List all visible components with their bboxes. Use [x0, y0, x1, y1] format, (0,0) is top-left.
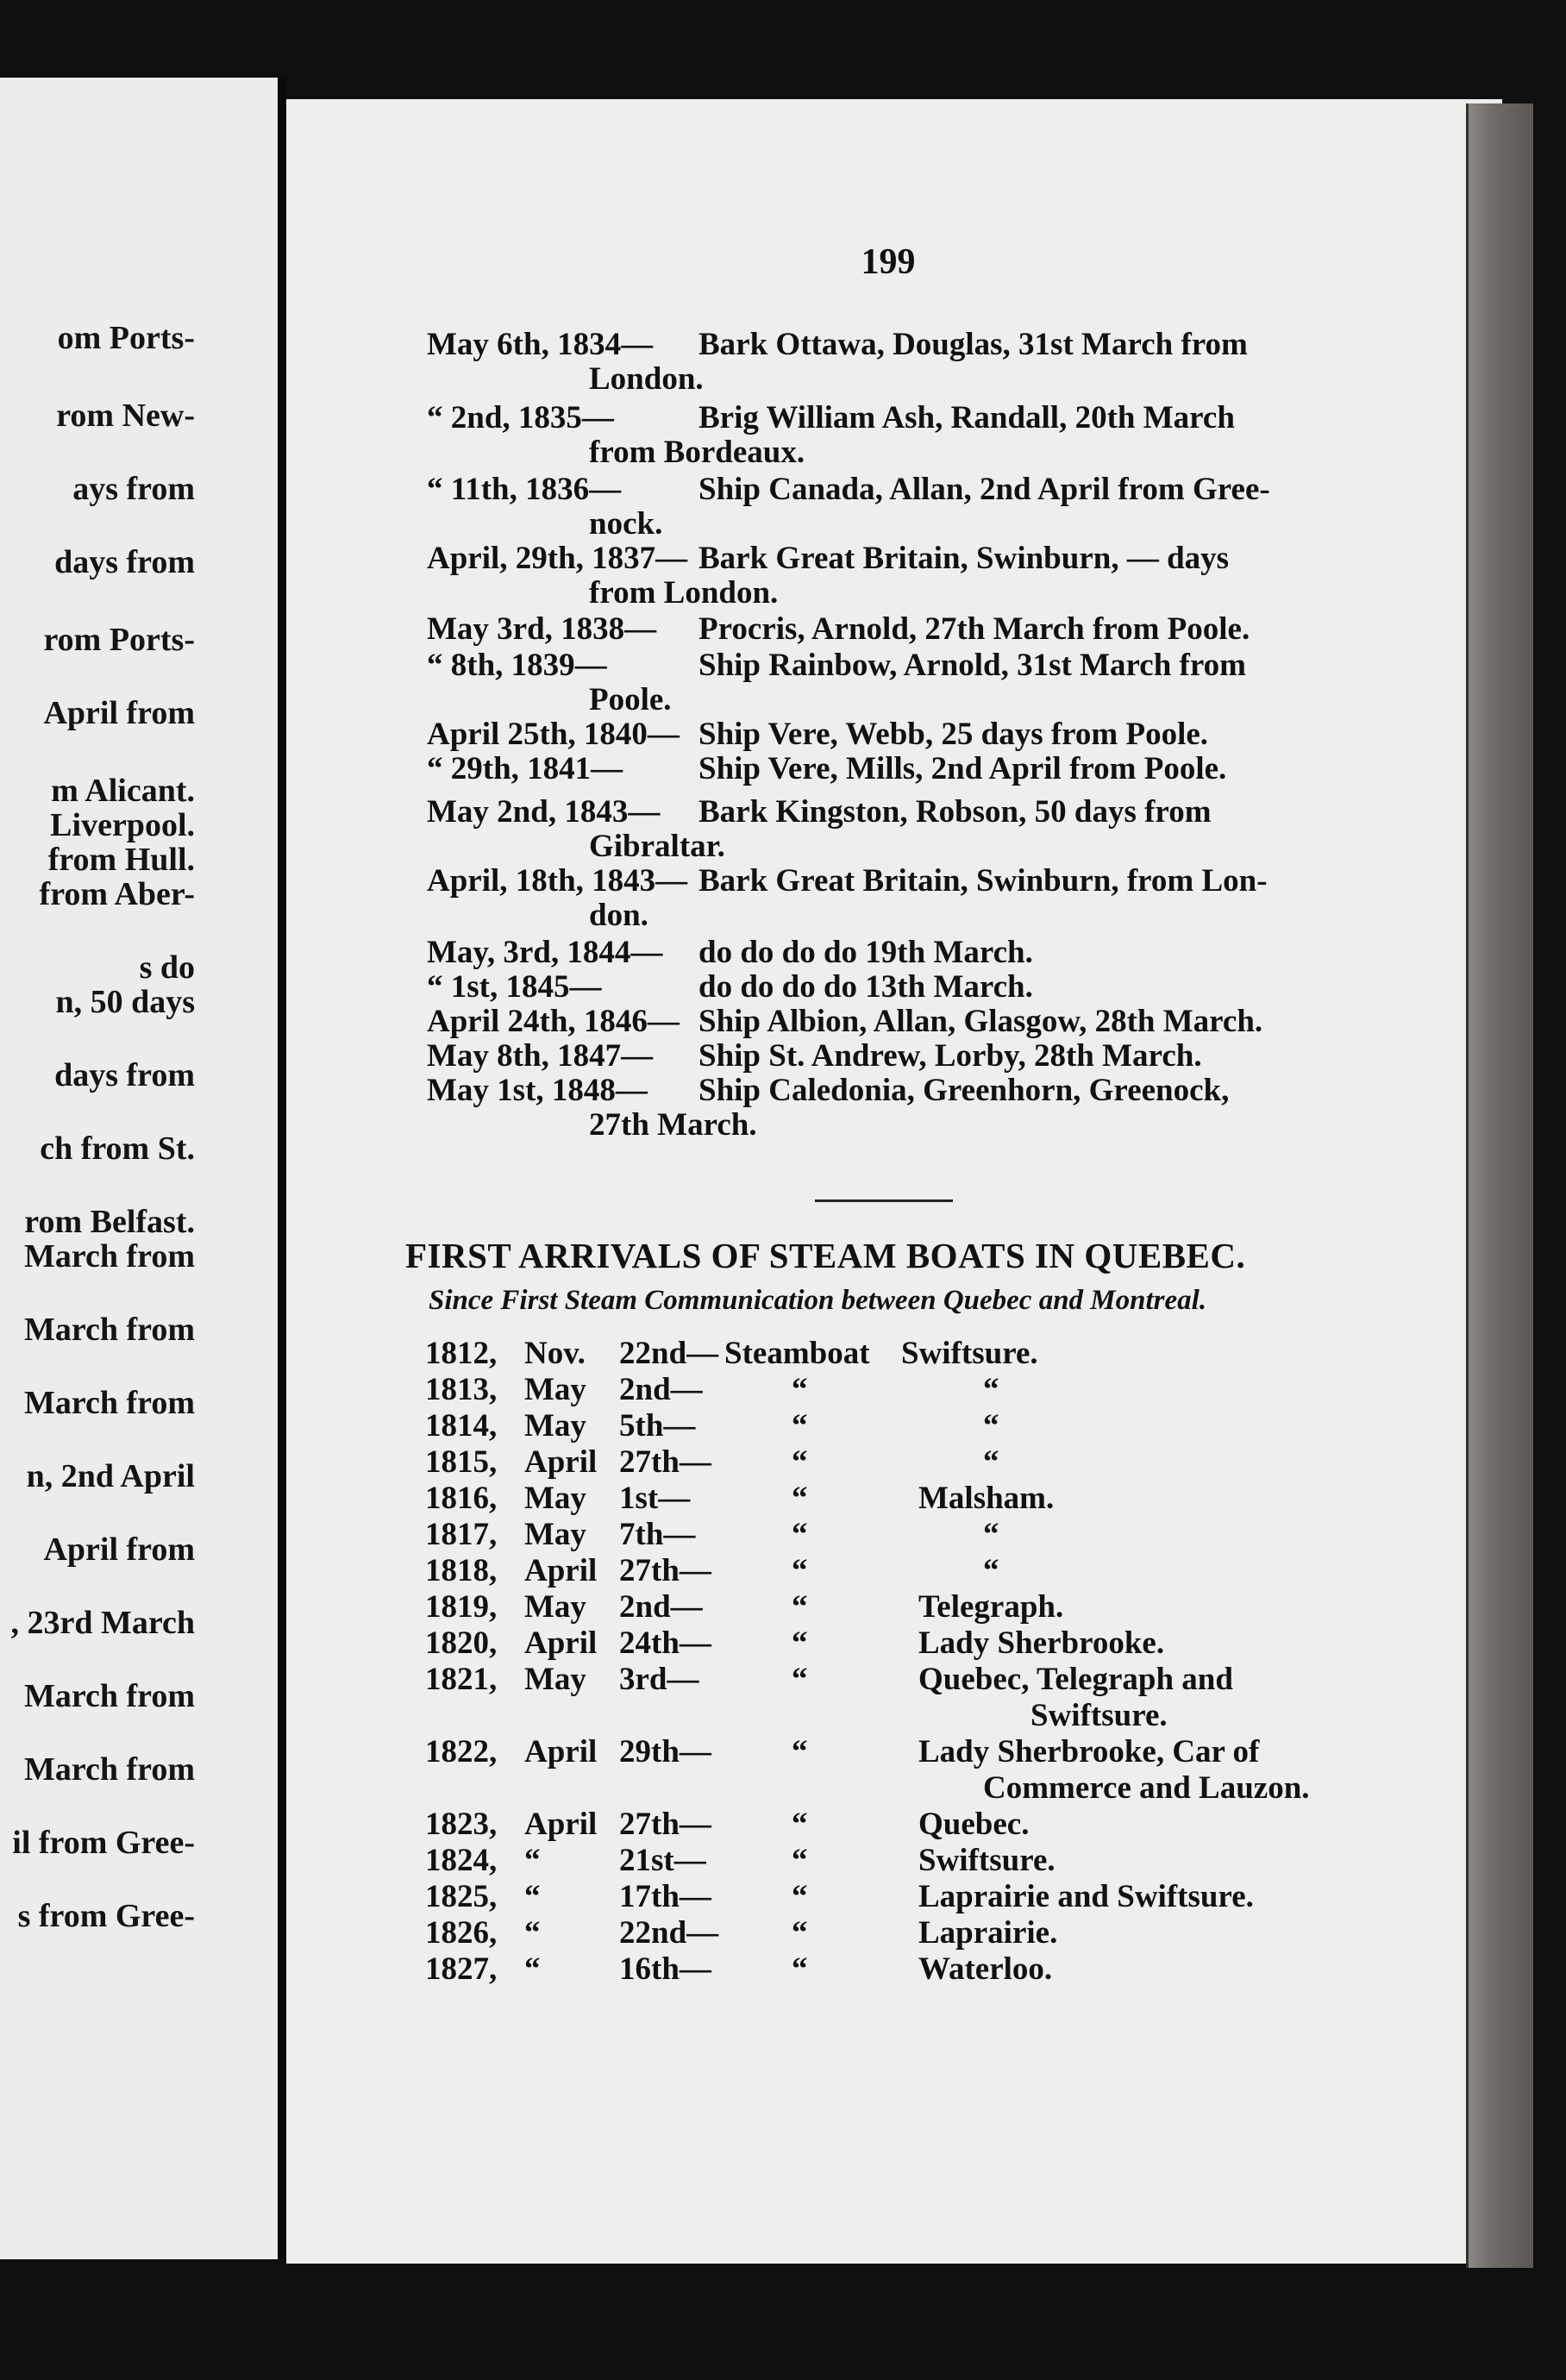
- steamboat-year: 1818,: [425, 1553, 498, 1588]
- page-edge: [1466, 103, 1533, 2268]
- left-page-text-fragment: April from: [43, 695, 195, 731]
- left-page-fragment: [0, 78, 278, 2259]
- entry-continuation: don.: [589, 898, 648, 933]
- steamboat-ditto: “: [792, 1589, 808, 1625]
- steamboat-ditto: “: [792, 1951, 808, 1987]
- entry-text: Ship St. Andrew, Lorby, 28th March.: [698, 1038, 1202, 1074]
- steamboat-year: 1821,: [425, 1662, 498, 1697]
- steamboat-year: 1814,: [425, 1408, 498, 1444]
- steamboat-name: “: [983, 1372, 999, 1407]
- steamboat-day: 3rd—: [619, 1662, 699, 1697]
- steamboat-month: May: [524, 1517, 586, 1552]
- entry-text: Ship Rainbow, Arnold, 31st March from: [698, 648, 1246, 683]
- steamboat-name: Laprairie and Swiftsure.: [918, 1879, 1254, 1914]
- steamboat-name: Swiftsure.: [901, 1336, 1038, 1371]
- left-page-text-fragment: s do: [139, 949, 195, 986]
- steamboat-ditto: “: [792, 1807, 808, 1842]
- steamboat-name: Telegraph.: [918, 1589, 1064, 1625]
- entry-date: “ 1st, 1845—: [427, 969, 602, 1005]
- left-page-text-fragment: from Hull.: [47, 842, 195, 878]
- entry-continuation: nock.: [589, 506, 663, 542]
- steamboat-month: “: [524, 1843, 541, 1878]
- entry-date: May 6th, 1834—: [427, 327, 654, 362]
- left-page-text-fragment: il from Gree-: [12, 1825, 195, 1861]
- steamboat-name: Malsham.: [918, 1481, 1055, 1516]
- steamboat-year: 1827,: [425, 1951, 498, 1987]
- steamboat-ditto: “: [792, 1625, 808, 1661]
- section-divider: [815, 1199, 953, 1202]
- left-page-text-fragment: Liverpool.: [50, 807, 195, 843]
- steamboat-ditto: Steamboat: [724, 1336, 870, 1371]
- steamboat-year: 1825,: [425, 1879, 498, 1914]
- left-page-text-fragment: rom Belfast.: [24, 1204, 195, 1240]
- steamboat-name: Lady Sherbrooke, Car of: [918, 1734, 1260, 1769]
- left-page-text-fragment: rom New-: [56, 398, 195, 434]
- entry-text: Brig William Ash, Randall, 20th March: [698, 400, 1235, 435]
- entry-text: do do do do 13th March.: [698, 969, 1033, 1005]
- entry-text: Procris, Arnold, 27th March from Poole.: [698, 611, 1250, 647]
- steamboat-month: April: [524, 1444, 598, 1480]
- steamboat-day: 2nd—: [619, 1589, 703, 1625]
- steamboat-month: May: [524, 1481, 586, 1516]
- steamboat-month: “: [524, 1915, 541, 1951]
- steamboat-year: 1819,: [425, 1589, 498, 1625]
- entry-date: April 25th, 1840—: [427, 717, 680, 752]
- steamboat-name: Laprairie.: [918, 1915, 1058, 1951]
- steamboat-month: Nov.: [524, 1336, 586, 1371]
- left-page-text-fragment: s from Gree-: [17, 1898, 195, 1934]
- left-page-text-fragment: rom Ports-: [43, 622, 195, 658]
- steamboat-year: 1822,: [425, 1734, 498, 1769]
- left-page-text-fragment: days from: [54, 544, 195, 580]
- steamboat-ditto: “: [792, 1843, 808, 1878]
- entry-continuation: Poole.: [589, 682, 672, 717]
- steamboat-year: 1817,: [425, 1517, 498, 1552]
- entry-continuation: Gibraltar.: [589, 829, 725, 864]
- steamboat-day: 22nd—: [619, 1336, 719, 1371]
- entry-continuation: London.: [589, 361, 704, 397]
- section-subtitle: Since First Steam Communication between Quebec and Montreal.: [429, 1285, 1207, 1316]
- steamboat-year: 1820,: [425, 1625, 498, 1661]
- left-page-text-fragment: m Alicant.: [51, 773, 195, 809]
- section-title: FIRST ARRIVALS OF STEAM BOATS IN QUEBEC.: [405, 1236, 1246, 1275]
- steamboat-day: 2nd—: [619, 1372, 703, 1407]
- entry-date: April, 29th, 1837—: [427, 541, 688, 576]
- left-page-text-fragment: March from: [23, 1751, 195, 1788]
- steamboat-day: 1st—: [619, 1481, 691, 1516]
- steamboat-name: Quebec, Telegraph and: [918, 1662, 1233, 1697]
- steamboat-day: 27th—: [619, 1553, 711, 1588]
- steamboat-day: 5th—: [619, 1408, 696, 1444]
- steamboat-ditto: “: [792, 1481, 808, 1516]
- steamboat-ditto: “: [792, 1915, 808, 1951]
- steamboat-ditto: “: [792, 1444, 808, 1480]
- steamboat-name: Quebec.: [918, 1807, 1030, 1842]
- steamboat-year: 1823,: [425, 1807, 498, 1842]
- entry-text: Ship Caledonia, Greenhorn, Greenock,: [698, 1073, 1230, 1108]
- steamboat-day: 16th—: [619, 1951, 711, 1987]
- entry-text: Ship Albion, Allan, Glasgow, 28th March.: [698, 1004, 1263, 1039]
- steamboat-month: May: [524, 1372, 586, 1407]
- left-page-text-fragment: ays from: [72, 471, 195, 507]
- entry-text: Ship Vere, Webb, 25 days from Poole.: [698, 717, 1209, 752]
- steamboat-name: Lady Sherbrooke.: [918, 1625, 1165, 1661]
- entry-date: May 8th, 1847—: [427, 1038, 654, 1074]
- steamboat-ditto: “: [792, 1662, 808, 1697]
- entry-date: “ 11th, 1836—: [427, 472, 622, 507]
- steamboat-name: Waterloo.: [918, 1951, 1053, 1987]
- steamboat-day: 22nd—: [619, 1915, 719, 1951]
- steamboat-day: 29th—: [619, 1734, 711, 1769]
- steamboat-year: 1824,: [425, 1843, 498, 1878]
- left-page-text-fragment: March from: [23, 1385, 195, 1421]
- entry-date: May 1st, 1848—: [427, 1073, 648, 1108]
- left-page-text-fragment: n, 50 days: [55, 984, 195, 1020]
- steamboat-ditto: “: [792, 1553, 808, 1588]
- steamboat-month: May: [524, 1662, 586, 1697]
- entry-text: do do do do 19th March.: [698, 935, 1033, 970]
- entry-text: Ship Canada, Allan, 2nd April from Gree-: [698, 472, 1270, 507]
- steamboat-ditto: “: [792, 1372, 808, 1407]
- steamboat-year: 1815,: [425, 1444, 498, 1480]
- steamboat-name: “: [983, 1517, 999, 1552]
- entry-text: Bark Great Britain, Swinburn, — days: [698, 541, 1230, 576]
- steamboat-month: April: [524, 1625, 598, 1661]
- steamboat-year: 1826,: [425, 1915, 498, 1951]
- entry-date: May 2nd, 1843—: [427, 794, 661, 830]
- steamboat-name-continuation: Swiftsure.: [1030, 1698, 1168, 1733]
- steamboat-ditto: “: [792, 1879, 808, 1914]
- steamboat-year: 1816,: [425, 1481, 498, 1516]
- entry-continuation: 27th March.: [589, 1107, 757, 1143]
- steamboat-name-continuation: Commerce and Lauzon.: [983, 1770, 1310, 1806]
- steamboat-month: April: [524, 1734, 598, 1769]
- steamboat-day: 17th—: [619, 1879, 711, 1914]
- steamboat-month: May: [524, 1408, 586, 1444]
- steamboat-ditto: “: [792, 1408, 808, 1444]
- left-page-text-fragment: April from: [43, 1531, 195, 1568]
- steamboat-month: April: [524, 1807, 598, 1842]
- steamboat-ditto: “: [792, 1517, 808, 1552]
- steamboat-day: 7th—: [619, 1517, 696, 1552]
- steamboat-ditto: “: [792, 1734, 808, 1769]
- steamboat-month: “: [524, 1951, 541, 1987]
- entry-text: Ship Vere, Mills, 2nd April from Poole.: [698, 751, 1227, 786]
- left-page-text-fragment: ch from St.: [40, 1130, 195, 1167]
- entry-text: Bark Great Britain, Swinburn, from Lon-: [698, 863, 1268, 899]
- entry-date: April, 18th, 1843—: [427, 863, 688, 899]
- steamboat-day: 24th—: [619, 1625, 711, 1661]
- left-page-text-fragment: March from: [23, 1238, 195, 1275]
- entry-date: “ 29th, 1841—: [427, 751, 623, 786]
- steamboat-month: April: [524, 1553, 598, 1588]
- entry-date: May, 3rd, 1844—: [427, 935, 663, 970]
- steamboat-year: 1812,: [425, 1336, 498, 1371]
- left-page-text-fragment: March from: [23, 1312, 195, 1348]
- steamboat-name: “: [983, 1444, 999, 1480]
- steamboat-day: 27th—: [619, 1807, 711, 1842]
- entry-date: April 24th, 1846—: [427, 1004, 680, 1039]
- steamboat-name: “: [983, 1408, 999, 1444]
- entry-continuation: from London.: [589, 575, 779, 611]
- left-page-text-fragment: om Ports-: [57, 320, 195, 356]
- left-page-text-fragment: n, 2nd April: [26, 1458, 195, 1494]
- left-page-text-fragment: , 23rd March: [10, 1605, 195, 1641]
- left-page-text-fragment: days from: [54, 1057, 195, 1093]
- left-page-text-fragment: from Aber-: [39, 876, 195, 912]
- book-gutter: [278, 78, 286, 2259]
- entry-continuation: from Bordeaux.: [589, 435, 805, 470]
- steamboat-day: 21st—: [619, 1843, 706, 1878]
- entry-text: Bark Kingston, Robson, 50 days from: [698, 794, 1212, 830]
- steamboat-month: “: [524, 1879, 541, 1914]
- entry-text: Bark Ottawa, Douglas, 31st March from: [698, 327, 1248, 362]
- steamboat-year: 1813,: [425, 1372, 498, 1407]
- page-number: 199: [861, 242, 916, 282]
- steamboat-name: “: [983, 1553, 999, 1588]
- entry-date: May 3rd, 1838—: [427, 611, 657, 647]
- entry-date: “ 8th, 1839—: [427, 648, 607, 683]
- entry-date: “ 2nd, 1835—: [427, 400, 614, 435]
- left-page-text-fragment: March from: [23, 1678, 195, 1714]
- steamboat-day: 27th—: [619, 1444, 711, 1480]
- steamboat-month: May: [524, 1589, 586, 1625]
- steamboat-name: Swiftsure.: [918, 1843, 1055, 1878]
